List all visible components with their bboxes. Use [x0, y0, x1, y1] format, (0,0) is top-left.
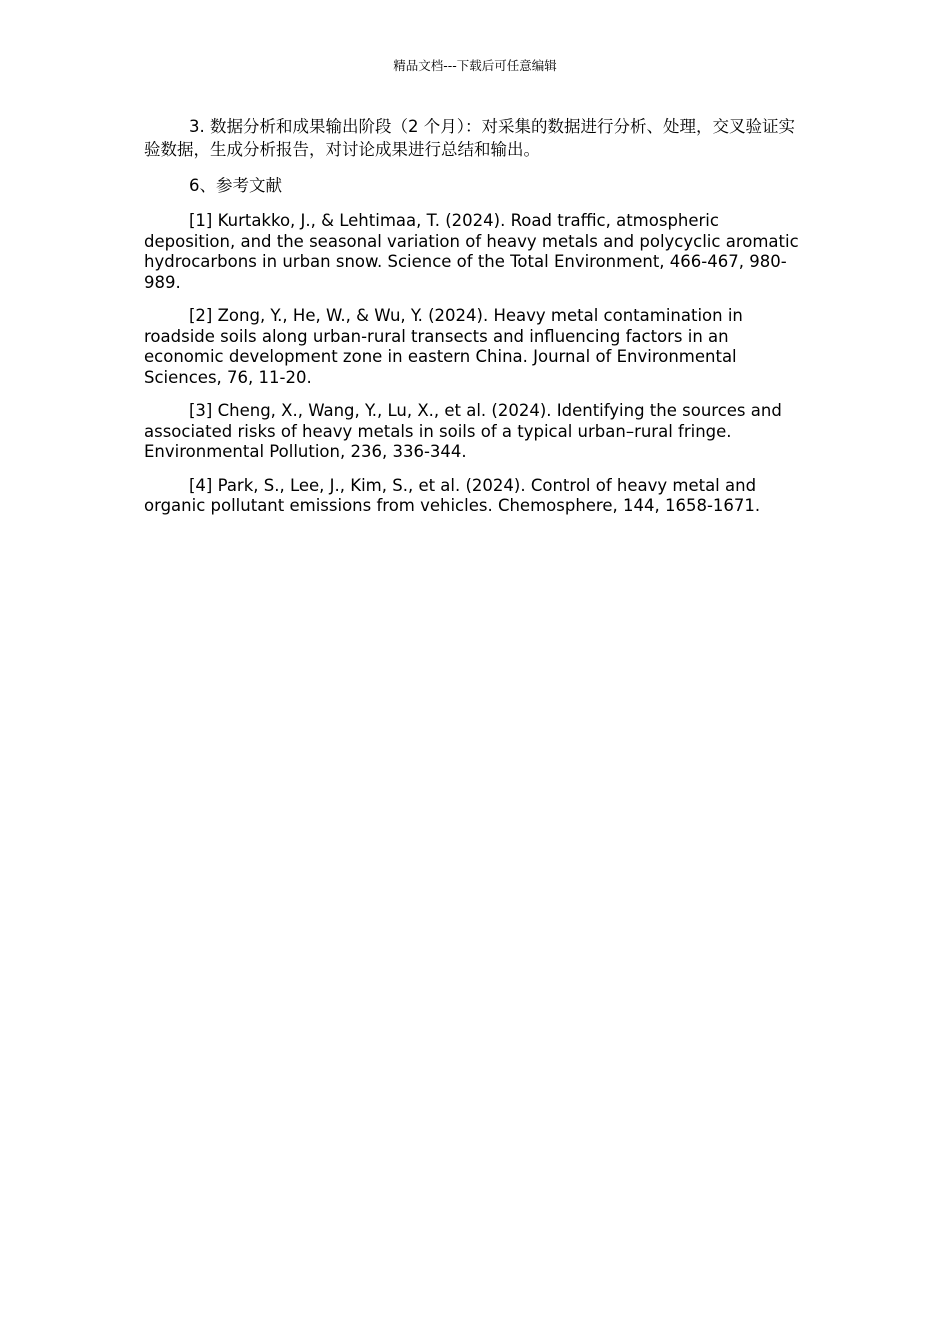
- reference-item-2: [2] Zong, Y., He, W., & Wu, Y. (2024). Heavy metal contamination in roadside soils along urban-rural transects and influencing factors in an economic development zone in eastern China. Journal of Environmental Sciences, 76, 11-20.: [144, 306, 743, 387]
- document-body: [144, 116, 810, 530]
- reference-item-3: [3] Cheng, X., Wang, Y., Lu, X., et al. (2024). Identifying the sources and associated risks of heavy metals in soils of a typical urban–rural fringe. Environmental Pollution, 236, 336-344.: [144, 401, 782, 461]
- reference-item-4: [4] Park, S., Lee, J., Kim, S., et al. (2024). Control of heavy metal and organic pollutant emissions from vehicles. Chemosphere, 144, 1658-1671.: [144, 475, 761, 515]
- stage-paragraph: 3. 数据分析和成果输出阶段（2 个月）：对采集的数据进行分析、处理，交叉验证实验数据，生成分析报告，对讨论成果进行总结和输出。: [144, 117, 795, 159]
- reference-item-1: [1] Kurtakko, J., & Lehtimaa, T. (2024). Road traffic, atmospheric deposition, and the seasonal variation of heavy metals and polycyclic aromatic hydrocarbons in urban snow. Science of the Total Environment, 466-467, 980-989.: [144, 211, 799, 292]
- page-header: 精品文档---下载后可任意编辑: [393, 58, 557, 73]
- references-heading: 6、参考文献: [189, 176, 282, 195]
